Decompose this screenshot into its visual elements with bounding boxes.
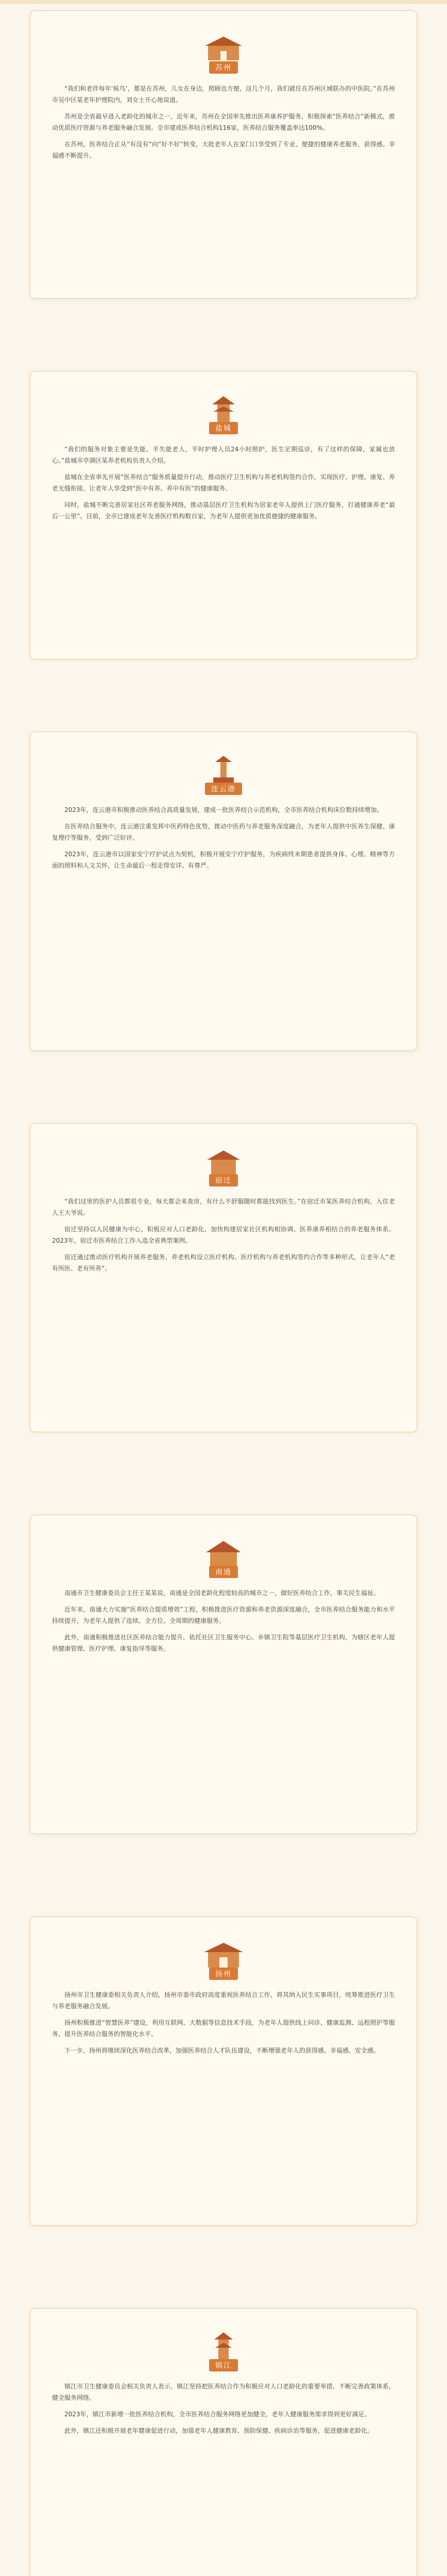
section-nantong [0, 1515, 447, 1834]
paragraph: 近年来，南通大力实施“医养结合提质增效”工程，积极推进医疗资源和养老资源深度融合，全市医养结合服务能力和水平持续提升，为老年人提供了连续、全方位、全周期的健康服务。 [52, 1606, 395, 1624]
section-card [30, 1515, 417, 1834]
paragraph: 同时，盐城不断完善居家社区养老服务网络，推动基层医疗卫生机构为居家老年人提供上门医疗服务，打通健康养老“最后一公里”。目前，全市已建成老年友善医疗机构数百家，为老年人提供更加优质便捷的健康服务。 [52, 501, 395, 520]
paragraph: 宿迁坚持以人民健康为中心，积极应对人口老龄化，加快构建居家社区机构相协调、医养康养相结合的养老服务体系。2023年，宿迁市医养结合工作入选全省典型案例。 [52, 1226, 395, 1244]
section-header [52, 1940, 395, 1980]
paragraph: 宿迁通过推动医疗机构开展养老服务、养老机构设立医疗机构、医疗机构与养老机构签约合作等多种形式，让老年人“老有所医、老有所养”。 [52, 1253, 395, 1272]
section-header [52, 1538, 395, 1578]
top-decoration [0, 0, 447, 4]
city-label: 镇江 [209, 2359, 238, 2371]
paragraph: 2023年，连云港市以国家安宁疗护试点为契机，积极开展安宁疗护服务，为疾病终末期患者提供身体、心理、精神等方面的照料和人文关怀，让生命最后一程走得安详、有尊严。 [52, 851, 395, 869]
city-label: 苏州 [209, 61, 238, 74]
gate-illustration-icon [193, 1940, 254, 1970]
paragraph: 南通市卫生健康委员会主任王某某说，南通是全国老龄化程度较高的城市之一，做好医养结合工作，事关民生福祉。 [64, 1589, 380, 1597]
paragraph: 盐城在全省率先开展“医养结合”服务质量提升行动，推动医疗卫生机构与养老机构签约合作，实现医疗、护理、康复、养老无缝衔接，让老年人享受到“医中有养、养中有医”的健康服务。 [52, 473, 395, 492]
paragraph: 此外，镇江还积极开展老年健康促进行动，加强老年人健康教育、预防保健、疾病诊治等服务，促进健康老龄化。 [64, 2427, 374, 2434]
section-card [30, 2308, 417, 2576]
paragraph: 苏州是全省最早进入老龄化的城市之一，近年来，苏州在全国率先推出医养康养护服务，积极探索“医养结合”新模式，推动优质医疗资源与养老服务融合发展。全市建成医养结合机构116家，医养结合服务覆盖率达100%。 [52, 113, 395, 131]
tower-illustration-icon [193, 2331, 254, 2361]
paragraph: “我们这里的医护人员都很专业，每天都会来查房，有什么不舒服随时都能找到医生。”在宿迁市某医养结合机构，入住老人王大爷说。 [52, 1198, 395, 1216]
paragraph: 扬州积极推进“智慧医养”建设，利用互联网、大数据等信息技术手段，为老年人提供线上问诊、健康监测、远程照护等服务，提升医养结合服务的智能化水平。 [52, 2019, 395, 2038]
paragraph: 此外，南通积极推进社区医养结合能力提升，依托社区卫生服务中心、乡镇卫生院等基层医疗卫生机构，为辖区老年人提供健康管理、医疗护理、康复指导等服务。 [52, 1634, 395, 1652]
section-header [52, 394, 395, 434]
paragraph: 2023年，连云港市积极推动医养结合高质量发展，建成一批医养结合示范机构，全市医养结合机构床位数持续增加。 [64, 806, 383, 814]
section-card [30, 1123, 417, 1432]
section-card [30, 371, 417, 659]
pavilion-illustration-icon [193, 1146, 254, 1176]
building-illustration-icon [193, 33, 254, 63]
city-label: 扬州 [209, 1968, 238, 1980]
section-yangzhou [0, 1917, 447, 2226]
section-header [52, 755, 395, 795]
paragraph: “我们的服务对象主要是失能、半失能老人，平时护理人员24小时照护，医生定期巡诊，有了这样的保障，家属也放心。”盐城市亭湖区某养老机构负责人介绍。 [52, 446, 395, 464]
section-card [30, 732, 417, 1051]
city-label: 宿迁 [209, 1174, 238, 1187]
paragraph: 在苏州，医养结合正从“有没有”向“好不好”转变，大批老年人在家门口享受到了专业、便捷的健康养老服务，获得感、幸福感不断提升。 [52, 141, 395, 159]
section-suqian [0, 1123, 447, 1432]
section-lianyungang [0, 732, 447, 1051]
city-label: 连云港 [205, 783, 242, 795]
section-card [30, 10, 417, 299]
paragraph: “我们和老伴每年‘候鸟’，都是在苏州，儿女在身边，照顾也方便，这几个月，我们就住在苏州区域联办的中医院。”在苏州市吴中区某老年护理院内，刘女士开心地说道。 [52, 85, 395, 104]
paragraph: 下一步，扬州将继续深化医养结合改革，加强医养结合人才队伍建设，不断增强老年人的获得感、幸福感、安全感。 [64, 2047, 380, 2054]
section-header [52, 33, 395, 74]
paragraph: 2023年，镇江市新增一批医养结合机构，全市医养结合服务网络更加健全，老年人健康服务需求得到更好满足。 [64, 2411, 371, 2418]
section-suzhou [0, 10, 447, 299]
city-label: 盐城 [209, 422, 238, 434]
paragraph: 在医养结合服务中，连云港注重发挥中医药特色优势，推动中医药与养老服务深度融合，为老年人提供中医养生保健、康复理疗等服务，受到广泛好评。 [52, 823, 395, 841]
section-header [52, 1146, 395, 1187]
section-card [30, 1917, 417, 2226]
section-zhenjiang [0, 2308, 447, 2576]
paragraph: 镇江市卫生健康委员会相关负责人表示，镇江坚持把医养结合作为积极应对人口老龄化的重要举措，不断完善政策体系，健全服务网络。 [52, 2383, 395, 2401]
temple-illustration-icon [193, 1538, 254, 1568]
tower-illustration-icon [193, 755, 254, 785]
section-yancheng [0, 371, 447, 659]
section-header [52, 2331, 395, 2371]
pagoda-illustration-icon [193, 394, 254, 424]
paragraph: 扬州市卫生健康委相关负责人介绍，扬州市委市政府高度重视医养结合工作，将其纳入民生实事项目，统筹推进医疗卫生与养老服务融合发展。 [52, 1991, 395, 2010]
city-label: 南通 [209, 1566, 238, 1578]
